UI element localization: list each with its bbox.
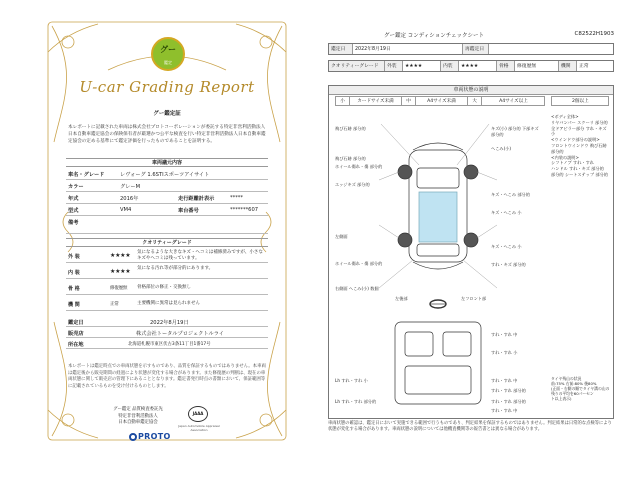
note-mid-4: キズ・へこみ 小 — [491, 210, 522, 215]
diagram-title: 車両状態の説明 — [329, 86, 613, 95]
row-key-2: 走行距離計表示 — [178, 196, 215, 202]
interior-note-3: Lh すれ・すれ 小 — [335, 378, 368, 383]
row-address — [66, 338, 268, 349]
legend-small: 小 — [336, 97, 350, 105]
frame-value: 修復歴無 — [515, 61, 559, 71]
row-year — [66, 192, 268, 204]
interior-value: ★★★★ — [459, 61, 497, 71]
interior-note-8: すれ・すれ 中 — [491, 408, 518, 413]
interior-note-1: すれ・すれ 中 — [491, 332, 518, 337]
row-key: 型式 — [68, 208, 79, 214]
grade-row-interior — [66, 264, 268, 279]
badge-main-text: グー — [160, 45, 176, 54]
note-left-2: 飛び石跡 部分的 — [335, 156, 366, 161]
sheet-code: C82522H1903 — [574, 31, 614, 37]
engine-value: 正常 — [579, 64, 589, 69]
interior-note-5: すれ・すれ 中 — [491, 378, 518, 383]
sheet-disclaimer: 車両状態の確認は、鑑定日において実施できる範囲で行うものであり、判定結果を保証するものではありません。判定結果は日常的な点検等により状態が変化する場合があります。車両状態の説明については他機査機関等の報告書とは異なる場合があります。 — [328, 421, 612, 432]
quality-grade-table — [328, 60, 614, 72]
count-value: 2個以上 — [572, 99, 589, 104]
frame-label: 骨格 — [497, 61, 515, 71]
certificate-subtitle: グー鑑定証 — [153, 111, 181, 117]
row-value: VM4 — [120, 207, 132, 213]
row-value: レヴォーグ 1.6STIスポーツアイサイト — [120, 172, 210, 178]
note-left-1: 飛び石跡 部分的 — [335, 126, 366, 131]
row-key: 販売店 — [68, 331, 84, 337]
legend-medium: 中 — [402, 97, 416, 105]
row-value: 2022年8月19日 — [150, 320, 189, 326]
note-left-4: エッジキズ 部分的 — [335, 182, 370, 187]
reinspection-label: 再鑑定日 — [463, 44, 489, 54]
row-key: 鑑定日 — [68, 320, 84, 326]
jaaa-caption: Japan Automobile Appraisal Association — [178, 424, 220, 432]
grade-desc: 骨格部位の修正・交換無し — [137, 285, 191, 290]
exterior-label: 外装 — [385, 61, 403, 71]
proto-logo: PROTO — [138, 432, 171, 441]
grade-value: 修復歴無 — [110, 286, 128, 291]
reinspection-value — [489, 44, 615, 54]
note-mid-1: キズ(小) 部分的 下部キズ 部分的 — [491, 126, 539, 137]
date-label: 鑑定日 — [329, 44, 353, 54]
note-left-5: 左側面 — [335, 234, 348, 239]
row-model — [66, 168, 268, 180]
legend-medium-desc: A4サイズ未満 — [416, 97, 468, 105]
jaaa-logo: JAAA — [188, 406, 208, 422]
grade-value: 正常 — [110, 302, 119, 307]
date-value: 2022年8月19日 — [353, 44, 463, 54]
row-color — [66, 180, 268, 192]
date-table — [328, 43, 614, 55]
row-value: 北海道札幌市東区伏古3条11丁目1番17号 — [128, 342, 211, 347]
row-key: カラー — [68, 184, 84, 190]
grade-value: ★★★★ — [110, 252, 131, 259]
grade-key: 外 装 — [68, 254, 80, 260]
quality-label: クオリティーグレード — [329, 61, 385, 71]
interior-label: 内装 — [441, 61, 459, 71]
row-key: 所在地 — [68, 342, 84, 348]
note-mid-3: キズ・へこみ 部分的 — [491, 192, 530, 197]
grade-desc: 主要機関に異常は見られません — [137, 301, 200, 306]
grading-certificate — [38, 12, 296, 450]
badge-sub-text: 鑑定 — [164, 60, 172, 65]
legend-small-desc: カードサイズ未満 — [350, 97, 402, 105]
row-key: 車名・グレード — [68, 172, 105, 178]
sheet-header — [324, 30, 614, 39]
certificate-footer-text: 本レポートは鑑定時点での車両状態を示すものであり、品質を保証するものではありません。本車両は鑑定後から販売期間の経過により状態が変化する場合があります。また修復歴の判断は、現在の車両状態に関して販売店の管理下にあることとなります。鑑定書発行時点の書類において、保証範囲等に記載されているものを受け付けるものとします。 — [68, 364, 266, 389]
grade-row-engine — [66, 296, 268, 311]
note-left-9: 左フロント部 — [461, 296, 487, 301]
row-value-2: *******607 — [230, 207, 259, 213]
grade-value: ★★★★ — [110, 268, 131, 275]
engine-label: 機関 — [559, 61, 577, 71]
row-value-2: ***** — [230, 195, 243, 201]
certificate-intro: 本レポートに記載された車両は株式会社プロトコーポレーションが委託する特定非営利活動法人日本自動車鑑定協会の保険保有者が厳選かつ公平な検査を行い特定非営利活動法人日本自動車鑑定協会の定める基準にて鑑定評価を行ったものであることを証明する。 — [68, 125, 266, 144]
vehicle-condition-diagram — [328, 85, 614, 419]
note-left-8: 左後部 — [395, 296, 408, 301]
row-key: 年式 — [68, 196, 79, 202]
note-left-6: ホイール傷れ・傷 部分的 — [335, 261, 383, 266]
note-left-7: 右側面 へこみ(小) 数個 — [335, 286, 379, 291]
size-legend — [335, 96, 545, 106]
row-key-2: 車台番号 — [178, 208, 199, 214]
legend-large-desc: A4サイズ以上 — [499, 99, 528, 104]
row-value: 2016年 — [120, 196, 139, 202]
interior-note-4: Lh すれ・すれ 部分的 — [335, 399, 377, 404]
issuer-text: グー鑑定 品質検査委託先 特定非営利活動法人 日本自動車鑑定協会 — [113, 407, 163, 425]
interior-note-7: すれ・すれ 部分的 — [491, 399, 526, 404]
row-remarks — [66, 216, 268, 234]
note-mid-6: すれ・キズ 部分的 — [491, 262, 526, 267]
row-dealer — [66, 327, 268, 338]
row-value: 株式会社トータルプロジェクトルライ — [136, 331, 224, 337]
row-type — [66, 204, 268, 216]
note-left-3: ホイール傷れ・傷 部分的 — [335, 164, 383, 169]
grade-desc: 気になるような大きなキズ・ヘコミは補修済みですが、小さなキズやヘコミは残っています。 — [137, 250, 263, 261]
interior-note-6: すれ・すれ 部分的 — [491, 388, 526, 393]
grade-key: 骨 格 — [68, 286, 80, 292]
body-explanation-notes: <ボディ全体> リヤバンパー スクーリ 部分的 全ドアピラー部分 すれ・キズ 小 <ウインドウ部分の説明> フロントウインドウ 飛び石跡 部分的 <内装の説明> シフトノブ すれ・すれ ハンドル すれ・キズ 部分的 部分的 シートステップ 部分的 — [551, 114, 608, 177]
goo-kantei-badge — [151, 37, 185, 71]
certificate-script-title: U-car Grading Report — [79, 78, 255, 96]
grade-key: 機 関 — [68, 302, 80, 308]
condition-check-sheet — [324, 30, 614, 440]
row-value: グレーM — [120, 184, 141, 190]
row-key: 備考 — [68, 220, 79, 226]
legend-large: 大 — [468, 97, 482, 105]
grade-row-exterior — [66, 248, 268, 263]
tire-tread-note: タイヤ残山の状況 前:75% 右前:80% 後80% (正面・右側の順でタイヤ溝の山の残りの平均を60パーセン ト以上表示) — [551, 376, 610, 401]
interior-note-2: すれ・すれ 小 — [491, 350, 518, 355]
proto-logo-icon — [129, 433, 137, 441]
note-mid-2: へこみ(小) — [491, 146, 512, 151]
note-mid-5: キズ・へこみ 小 — [491, 244, 522, 249]
grade-row-frame — [66, 280, 268, 295]
sheet-title: グー鑑定 コンディションチェックシート — [384, 33, 485, 39]
count-box — [551, 96, 609, 106]
exterior-value: ★★★★ — [403, 61, 441, 71]
section-vehicle-title: 車両議元内容 — [66, 158, 268, 167]
section-quality-title: クオリティーグレード — [66, 238, 268, 247]
grade-key: 内 装 — [68, 270, 80, 276]
grade-desc: 気になる汚れ等が部分的にあります。 — [137, 266, 214, 271]
row-inspection-date — [66, 316, 268, 327]
